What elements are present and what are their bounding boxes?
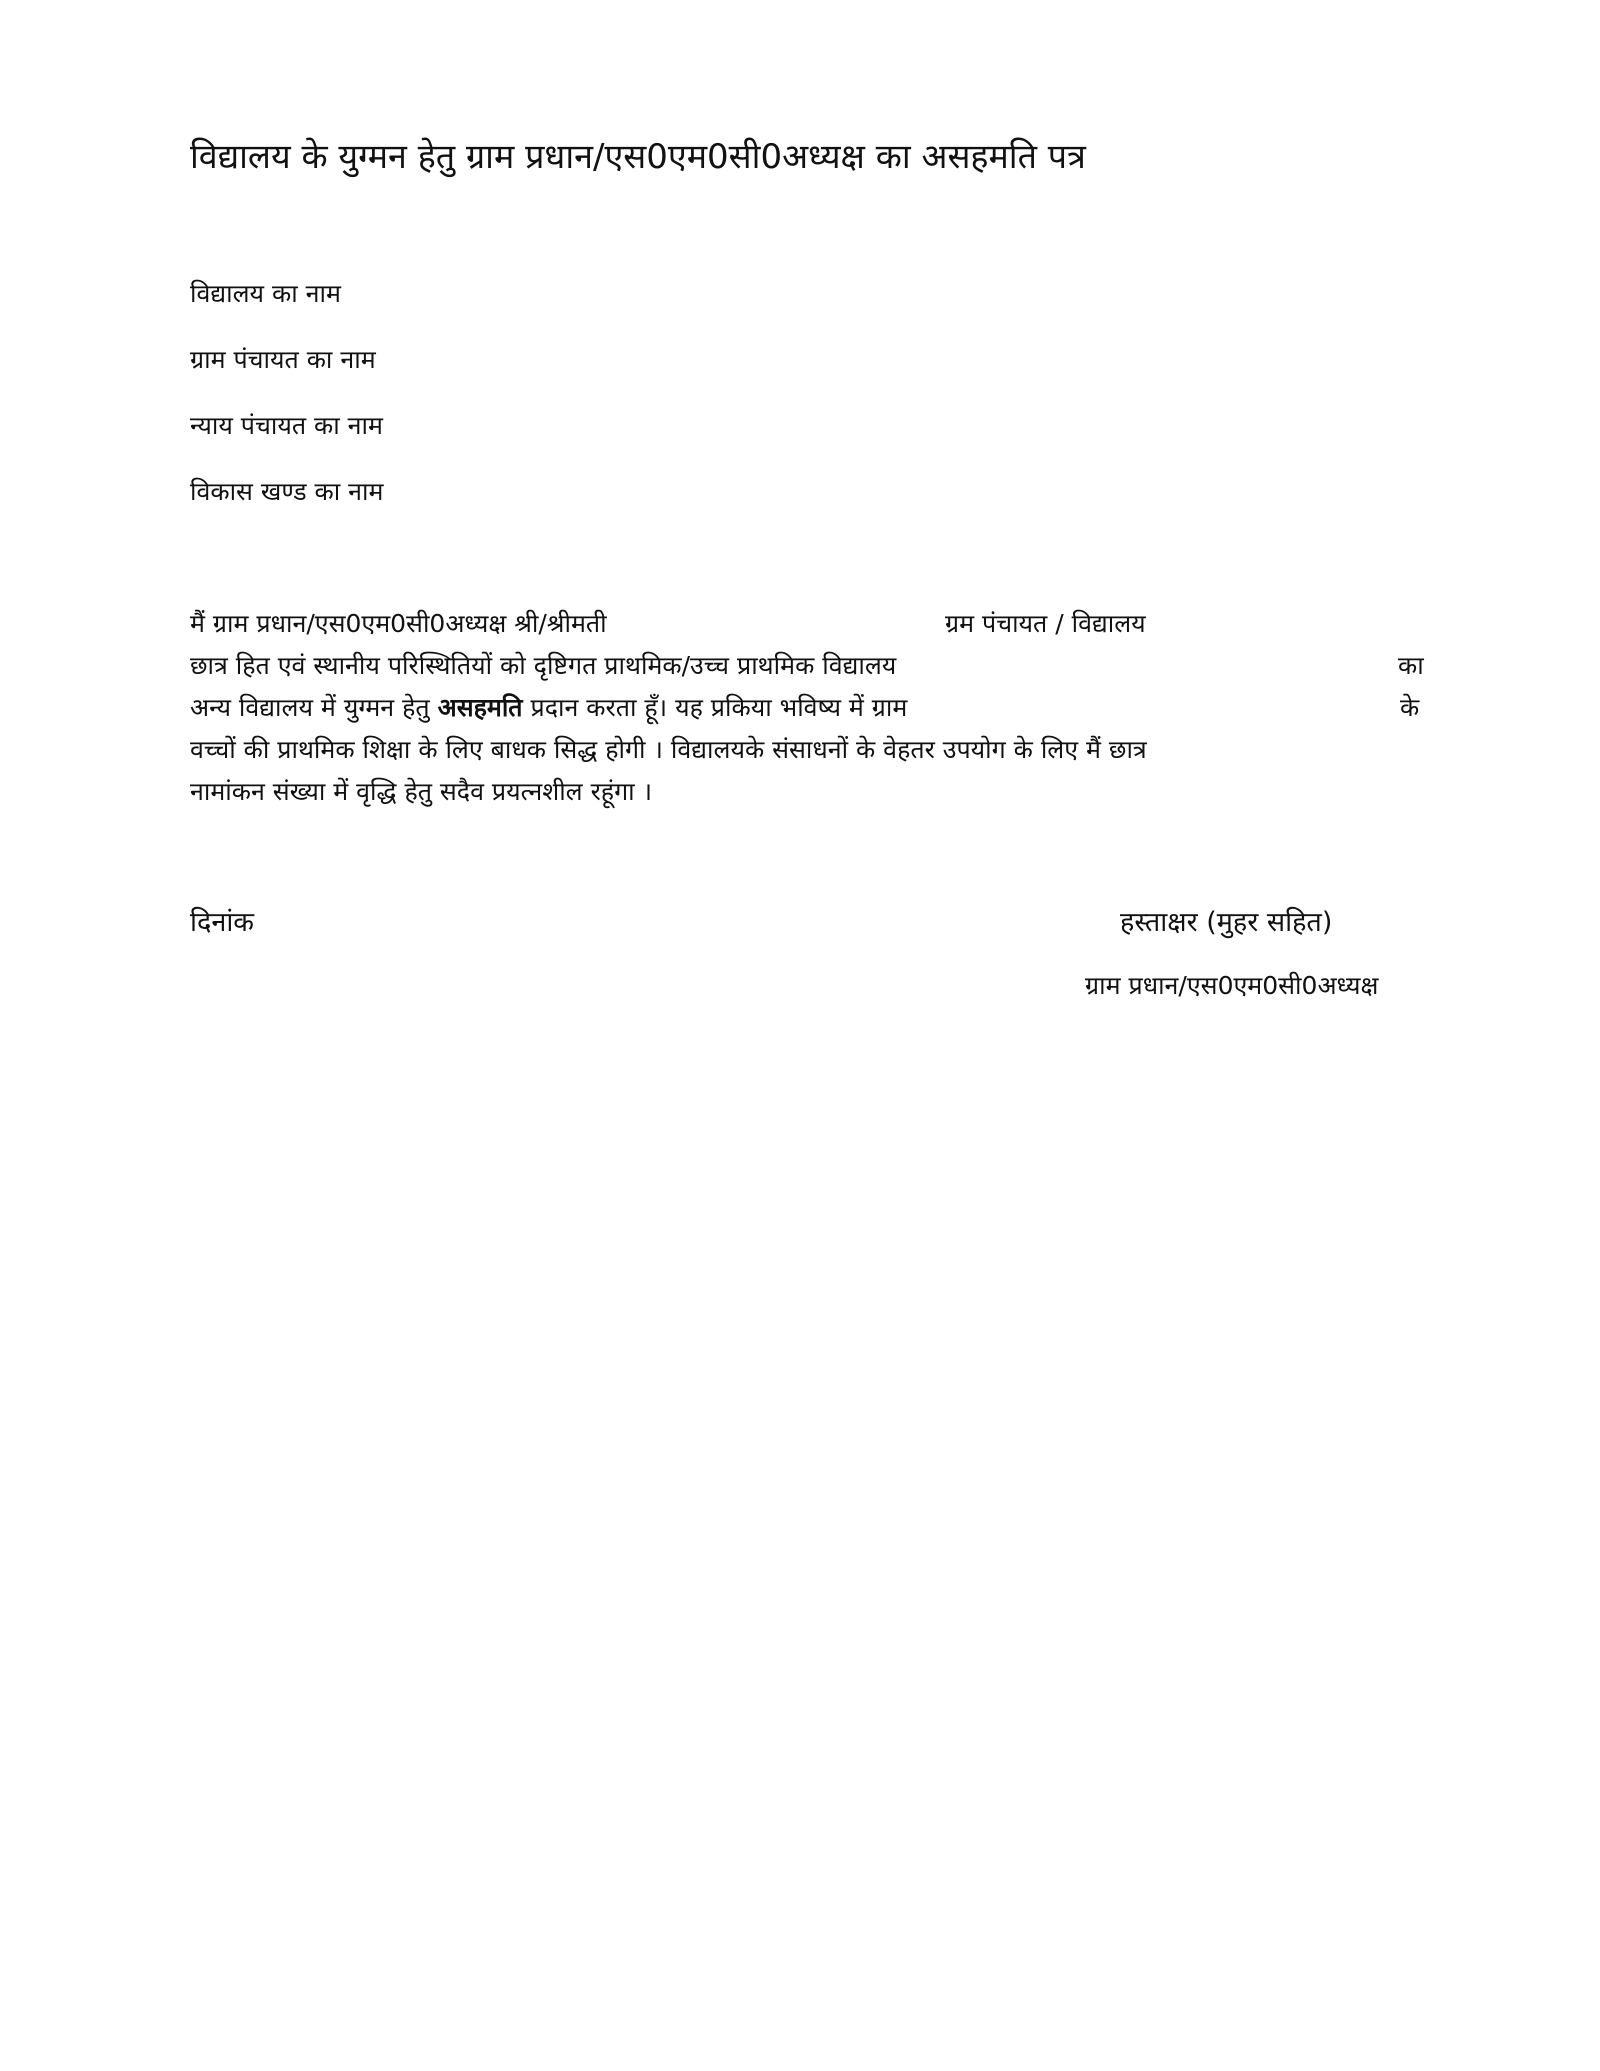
body-line-4: वच्चों की प्राथमिक शिक्षा के लिए बाधक सिद्ध होगी । विद्यालयके संसाधनों के वेहतर उपयोग के लिए मैं छात्र xyxy=(190,735,1147,764)
body-line-3-end: के xyxy=(1400,693,1420,722)
body-line-3-post: प्रदान करता हूँ। यह प्रकिया भविष्य में ग्राम xyxy=(522,693,908,722)
body-line-1-start: मैं ग्राम प्रधान/एस0एम0सी0अध्यक्ष श्री/श्रीमती xyxy=(190,609,607,638)
body-line-3-pre: अन्य विद्यालय में युग्मन हेतु xyxy=(190,693,438,722)
date-label: दिनांक xyxy=(190,907,255,938)
body-line-2-end: का xyxy=(1398,651,1424,680)
signature-label: हस्ताक्षर (मुहर सहित) xyxy=(1120,907,1333,938)
body-line-2-start: छात्र हित एवं स्थानीय परिस्थितियों को दृष्टिगत प्राथमिक/उच्च प्राथमिक विद्यालय xyxy=(190,651,897,680)
disagreement-word: असहमति xyxy=(437,693,523,722)
body-line-1-end: ग्रम पंचायत / विद्यालय xyxy=(945,609,1146,638)
field-school-name: विद्यालय का नाम xyxy=(190,279,341,308)
signature-role: ग्राम प्रधान/एस0एम0सी0अध्यक्ष xyxy=(1085,971,1379,1000)
field-vikas-khand-name: विकास खण्ड का नाम xyxy=(190,477,384,506)
field-gram-panchayat-name: ग्राम पंचायत का नाम xyxy=(190,345,376,374)
field-nyay-panchayat-name: न्याय पंचायत का नाम xyxy=(190,411,383,440)
body-line-5: नामांकन संख्या में वृद्धि हेतु सदैव प्रयत्नशील रहूंगा । xyxy=(190,777,653,806)
body-line-3-start xyxy=(190,690,907,724)
document-title: विद्यालय के युग्मन हेतु ग्राम प्रधान/एस0एम0सी0अध्यक्ष का असहमति पत्र xyxy=(190,137,1086,177)
